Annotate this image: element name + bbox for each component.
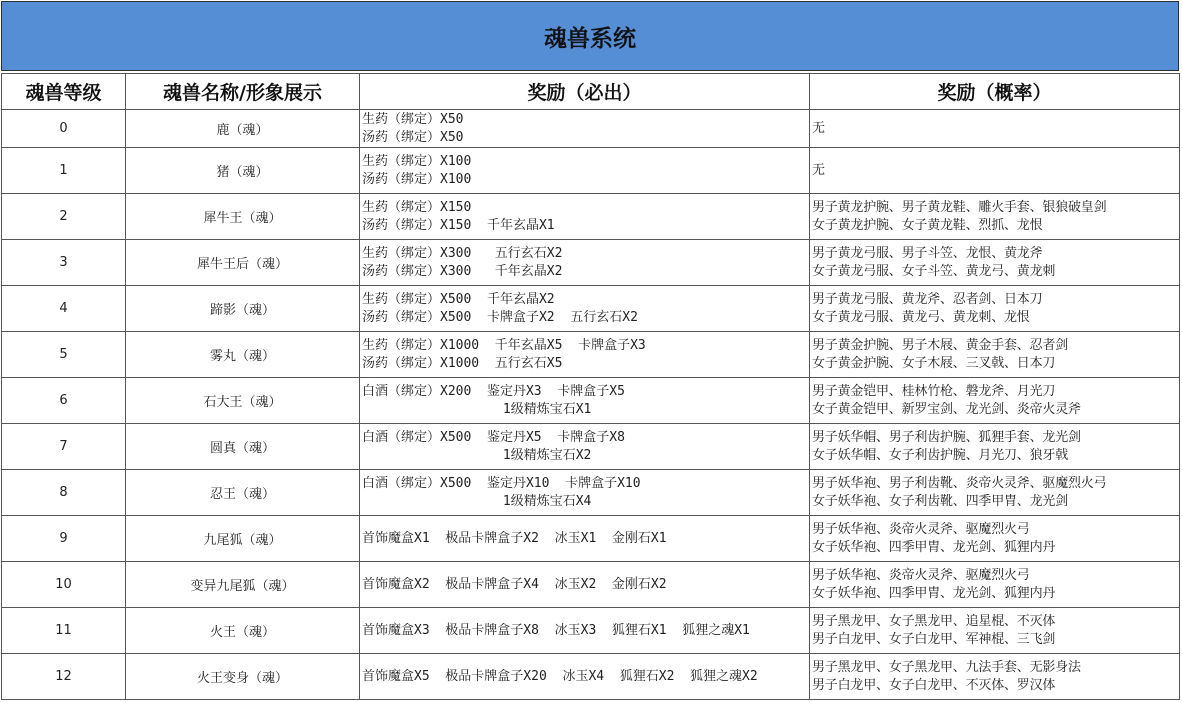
cell-prob: [810, 110, 1180, 148]
prob-line: 男子妖华帽、男子利齿护腕、狐狸手套、龙光剑: [812, 429, 1081, 445]
reward-line: 汤药（绑定）X300 千年玄晶X2: [362, 263, 563, 279]
reward-line: 1级精炼宝石X4: [362, 493, 592, 509]
reward-line: 汤药（绑定）X500 卡牌盒子X2 五行玄石X2: [362, 309, 638, 325]
reward-line: 白酒（绑定）X500 鉴定丹X5 卡牌盒子X8: [362, 429, 625, 445]
cell-prob: [810, 470, 1180, 516]
cell-level: 3: [2, 240, 126, 286]
cell-level: 5: [2, 332, 126, 378]
reward-line: 生药（绑定）X100: [362, 153, 472, 169]
header-row: [2, 74, 1180, 110]
prob-line: 男子白龙甲、女子白龙甲、军神棍、三飞剑: [812, 631, 1056, 647]
cell-reward: [360, 516, 810, 562]
cell-prob: [810, 194, 1180, 240]
cell-prob: [810, 148, 1180, 194]
prob-line: 无: [812, 162, 825, 178]
reward-line: 汤药（绑定）X1000 五行玄石X5: [362, 355, 563, 371]
table-row: [2, 516, 1180, 562]
cell-level: 9: [2, 516, 126, 562]
cell-name: 火王变身（魂）: [126, 654, 360, 700]
header-level: 魂兽等级: [2, 74, 126, 110]
cell-reward: [360, 110, 810, 148]
reward-line: 1级精炼宝石X1: [362, 401, 592, 417]
cell-name: 九尾狐（魂）: [126, 516, 360, 562]
cell-prob: [810, 240, 1180, 286]
cell-level: 4: [2, 286, 126, 332]
cell-level: 2: [2, 194, 126, 240]
table-row: [2, 378, 1180, 424]
cell-name: 变异九尾狐（魂）: [126, 562, 360, 608]
table-row: [2, 608, 1180, 654]
cell-level: 7: [2, 424, 126, 470]
prob-line: 男子黄金铠甲、桂林竹枪、磐龙斧、月光刀: [812, 383, 1056, 399]
prob-line: 男子妖华袍、炎帝火灵斧、驱魔烈火弓: [812, 521, 1030, 537]
header-prob: 奖励（概率）: [810, 74, 1180, 110]
cell-reward: [360, 562, 810, 608]
table-row: [2, 332, 1180, 378]
cell-prob: [810, 654, 1180, 700]
cell-prob: [810, 424, 1180, 470]
cell-level: 8: [2, 470, 126, 516]
prob-line: 男子黄龙弓服、男子斗笠、龙恨、黄龙斧: [812, 245, 1043, 261]
cell-prob: [810, 608, 1180, 654]
prob-line: 男子黄金护腕、男子木屐、黄金手套、忍者剑: [812, 337, 1069, 353]
cell-name: 犀牛王（魂）: [126, 194, 360, 240]
cell-level: 10: [2, 562, 126, 608]
table-row: [2, 286, 1180, 332]
cell-prob: [810, 378, 1180, 424]
cell-reward: [360, 424, 810, 470]
table-row: [2, 110, 1180, 148]
cell-level: 11: [2, 608, 126, 654]
reward-line: 汤药（绑定）X150 千年玄晶X1: [362, 217, 555, 233]
reward-line: 生药（绑定）X500 千年玄晶X2: [362, 291, 555, 307]
prob-line: 女子妖华袍、女子利齿靴、四季甲胄、龙光剑: [812, 493, 1069, 509]
reward-line: 生药（绑定）X1000 千年玄晶X5 卡牌盒子X3: [362, 337, 646, 353]
reward-line: 白酒（绑定）X200 鉴定丹X3 卡牌盒子X5: [362, 383, 625, 399]
cell-reward: [360, 286, 810, 332]
cell-reward: [360, 332, 810, 378]
prob-line: 男子白龙甲、女子白龙甲、不灭体、罗汉体: [812, 677, 1056, 693]
cell-level: 0: [2, 110, 126, 148]
prob-line: 女子黄龙弓服、女子斗笠、黄龙弓、黄龙刺: [812, 263, 1056, 279]
prob-line: 男子黄龙护腕、男子黄龙鞋、雕火手套、银狼破皇剑: [812, 199, 1107, 215]
prob-line: 无: [812, 120, 825, 136]
cell-reward: [360, 240, 810, 286]
reward-line: 生药（绑定）X150: [362, 199, 472, 215]
cell-prob: [810, 562, 1180, 608]
cell-prob: [810, 286, 1180, 332]
reward-line: 首饰魔盒X3 极品卡牌盒子X8 冰玉X3 狐狸石X1 狐狸之魂X1: [362, 622, 750, 638]
cell-name: 圆真（魂）: [126, 424, 360, 470]
cell-name: 猪（魂）: [126, 148, 360, 194]
cell-name: 犀牛王后（魂）: [126, 240, 360, 286]
prob-line: 男子妖华袍、炎帝火灵斧、驱魔烈火弓: [812, 567, 1030, 583]
sheet-title: 魂兽系统: [1, 1, 1179, 71]
cell-level: 12: [2, 654, 126, 700]
table-row: [2, 470, 1180, 516]
reward-line: 1级精炼宝石X2: [362, 447, 592, 463]
prob-line: 男子黑龙甲、女子黑龙甲、九法手套、无影身法: [812, 659, 1081, 675]
cell-prob: [810, 516, 1180, 562]
cell-name: 鹿（魂）: [126, 110, 360, 148]
cell-prob: [810, 332, 1180, 378]
cell-reward: [360, 148, 810, 194]
cell-level: 6: [2, 378, 126, 424]
header-name: 魂兽名称/形象展示: [126, 74, 360, 110]
cell-name: 蹄影（魂）: [126, 286, 360, 332]
header-reward: 奖励（必出）: [360, 74, 810, 110]
prob-line: 女子黄龙护腕、女子黄龙鞋、烈抓、龙恨: [812, 217, 1043, 233]
reward-line: 白酒（绑定）X500 鉴定丹X10 卡牌盒子X10: [362, 475, 641, 491]
cell-reward: [360, 194, 810, 240]
reward-line: 生药（绑定）X300 五行玄石X2: [362, 245, 563, 261]
prob-line: 女子黄金护腕、女子木屐、三叉戟、日本刀: [812, 355, 1056, 371]
cell-name: 火王（魂）: [126, 608, 360, 654]
table-row: [2, 240, 1180, 286]
reward-line: 汤药（绑定）X50: [362, 129, 464, 145]
cell-reward: [360, 654, 810, 700]
cell-reward: [360, 608, 810, 654]
cell-reward: [360, 378, 810, 424]
prob-line: 女子黄龙弓服、黄龙弓、黄龙刺、龙恨: [812, 309, 1030, 325]
reward-line: 首饰魔盒X2 极品卡牌盒子X4 冰玉X2 金刚石X2: [362, 576, 667, 592]
cell-name: 雾丸（魂）: [126, 332, 360, 378]
prob-line: 女子妖华帽、女子利齿护腕、月光刀、狼牙戟: [812, 447, 1069, 463]
prob-line: 男子黑龙甲、女子黑龙甲、追星棍、不灭体: [812, 613, 1056, 629]
prob-line: 女子妖华袍、四季甲胄、龙光剑、狐狸内丹: [812, 539, 1056, 555]
reward-line: 汤药（绑定）X100: [362, 171, 472, 187]
table-row: [2, 654, 1180, 700]
table-row: [2, 194, 1180, 240]
prob-line: 女子黄金铠甲、新罗宝剑、龙光剑、炎帝火灵斧: [812, 401, 1081, 417]
beast-table: [1, 73, 1180, 700]
cell-reward: [360, 470, 810, 516]
reward-line: 生药（绑定）X50: [362, 111, 464, 127]
reward-line: 首饰魔盒X5 极品卡牌盒子X20 冰玉X4 狐狸石X2 狐狸之魂X2: [362, 668, 758, 684]
cell-level: 1: [2, 148, 126, 194]
table-row: [2, 148, 1180, 194]
prob-line: 男子妖华袍、男子利齿靴、炎帝火灵斧、驱魔烈火弓: [812, 475, 1107, 491]
table-row: [2, 424, 1180, 470]
prob-line: 男子黄龙弓服、黄龙斧、忍者剑、日本刀: [812, 291, 1043, 307]
cell-name: 忍王（魂）: [126, 470, 360, 516]
prob-line: 女子妖华袍、四季甲胄、龙光剑、狐狸内丹: [812, 585, 1056, 601]
reward-line: 首饰魔盒X1 极品卡牌盒子X2 冰玉X1 金刚石X1: [362, 530, 667, 546]
table-row: [2, 562, 1180, 608]
cell-name: 石大王（魂）: [126, 378, 360, 424]
table-body: [2, 110, 1180, 700]
